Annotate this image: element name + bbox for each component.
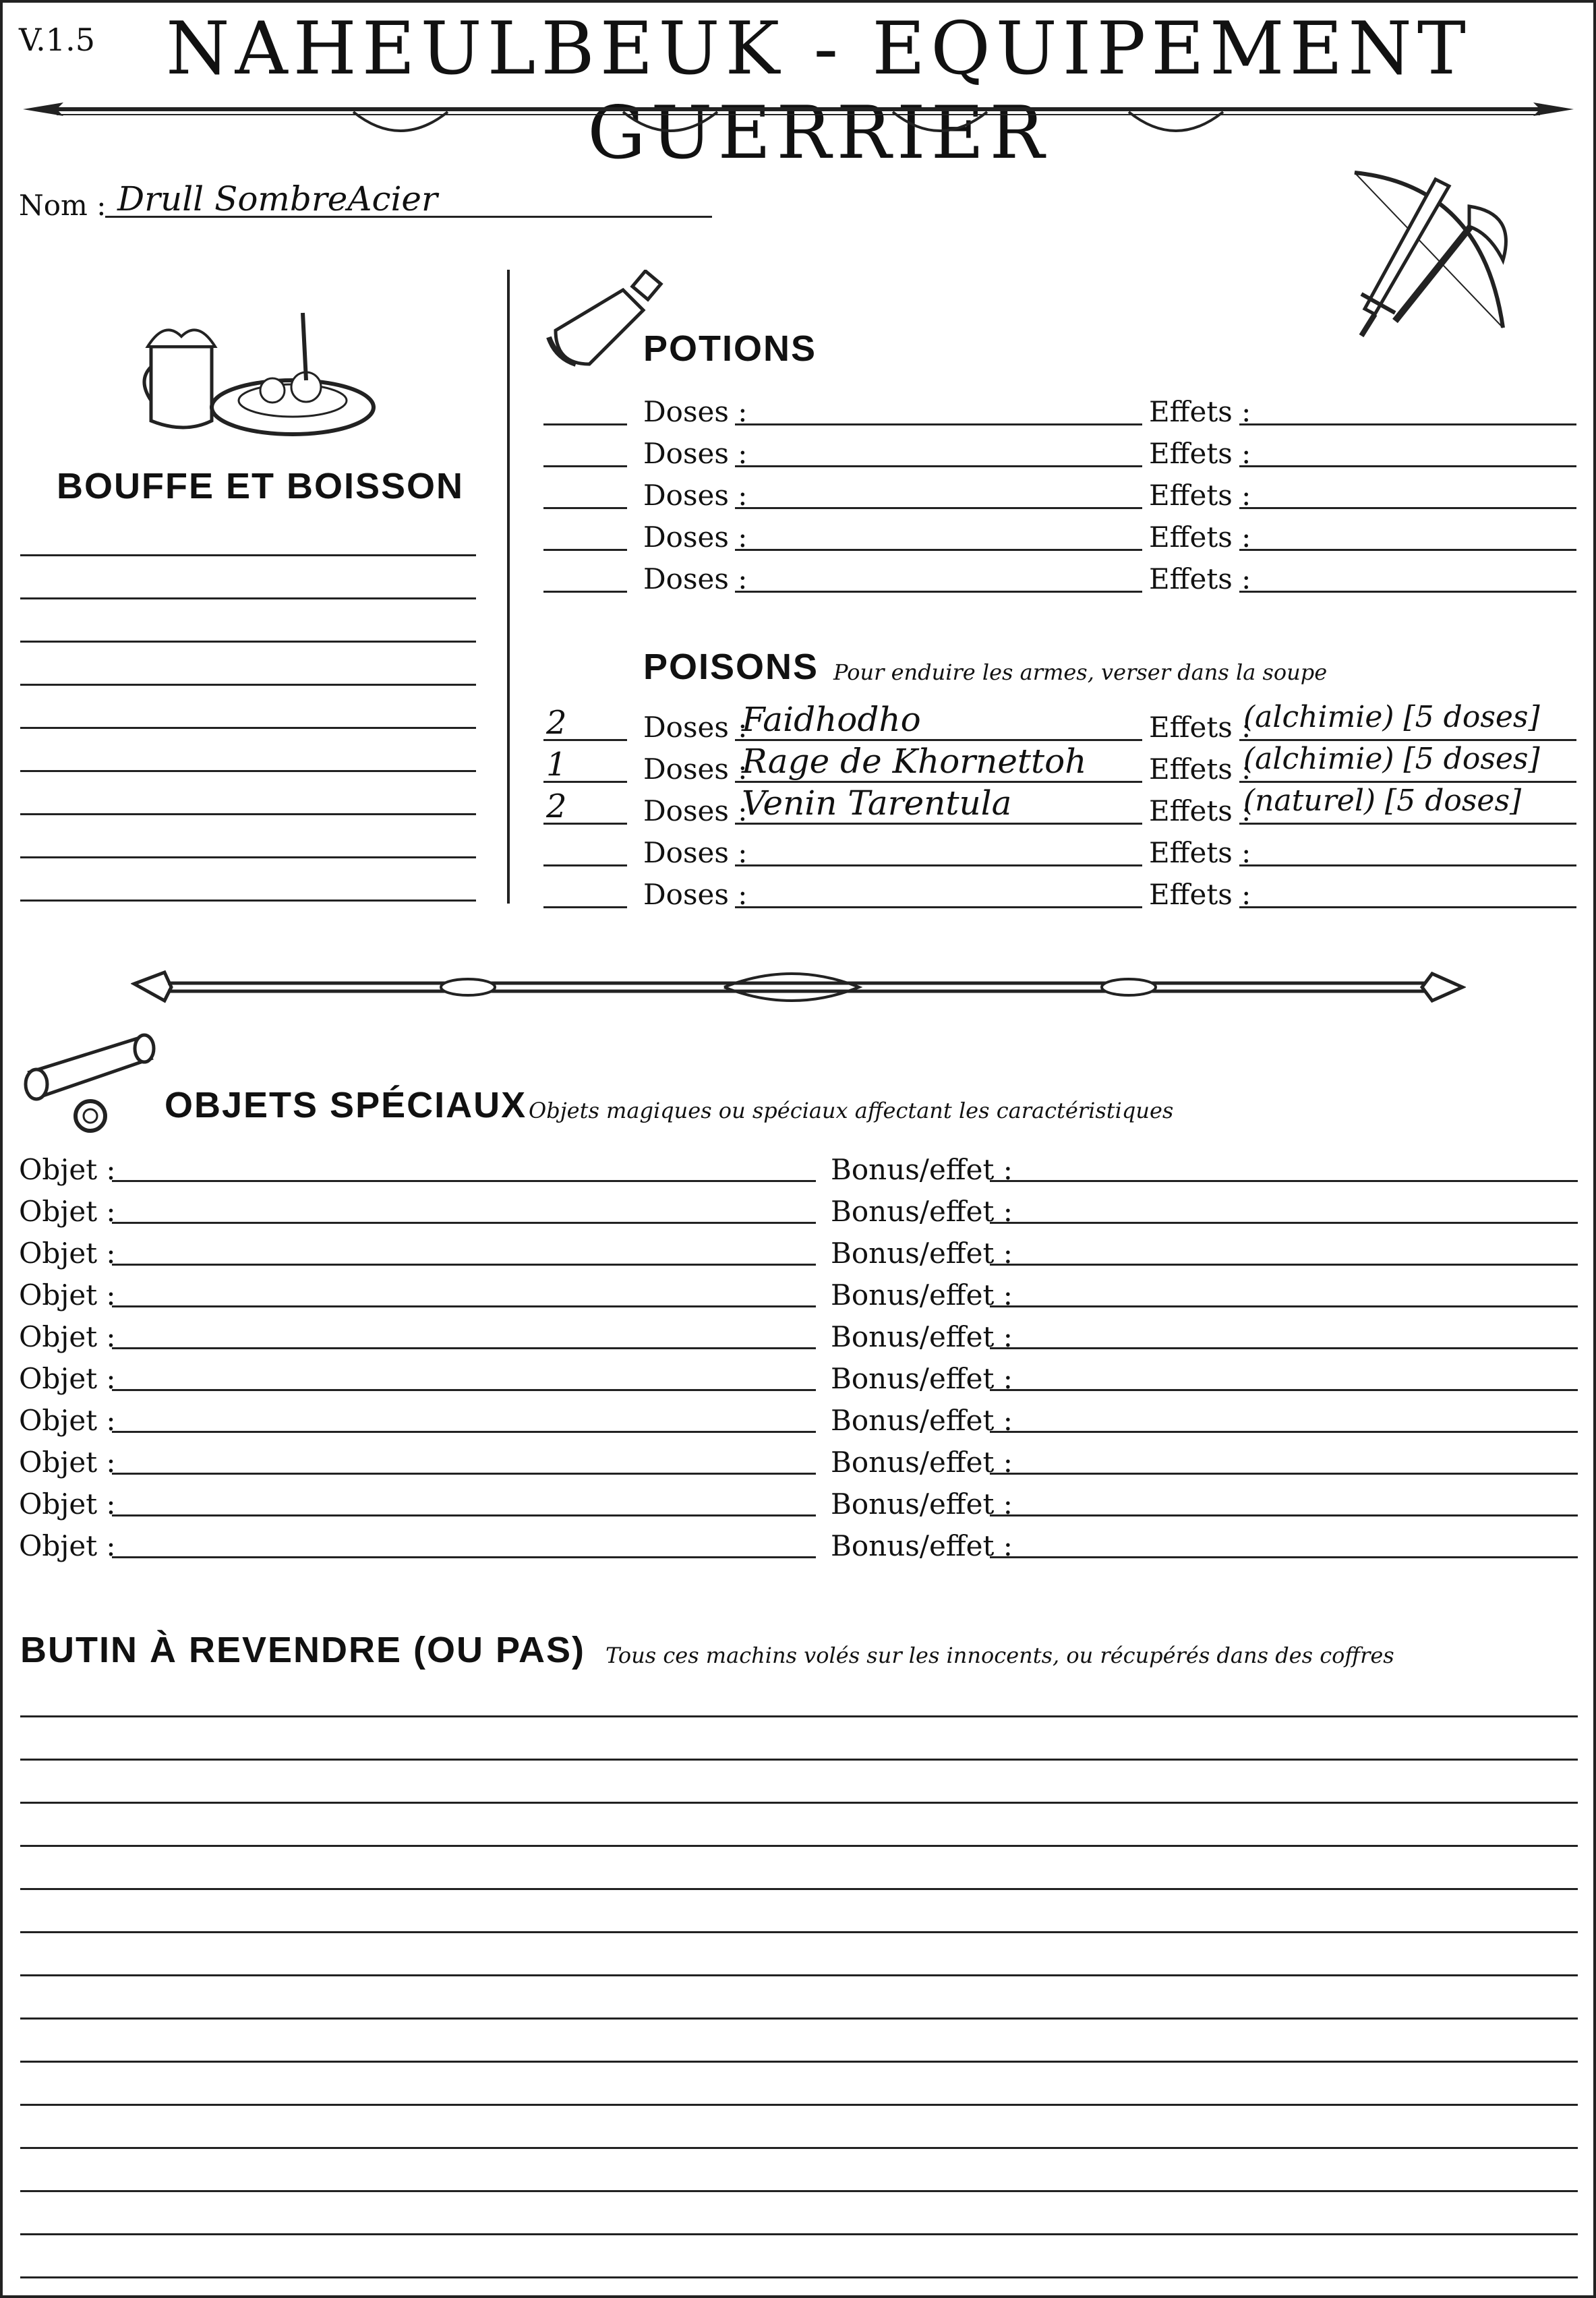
dose-name-line[interactable]	[735, 549, 1142, 551]
object-line[interactable]	[112, 1264, 816, 1266]
bonus-label: Bonus/effet :	[831, 1320, 1013, 1353]
dose-name-line[interactable]	[735, 823, 1142, 825]
dose-count-line[interactable]	[543, 906, 627, 908]
bonus-label: Bonus/effet :	[831, 1195, 1013, 1228]
food-entry-line[interactable]	[20, 727, 476, 729]
poisons-section-title: POISONS	[643, 647, 819, 687]
effect-line[interactable]	[1239, 465, 1576, 467]
effects-label: Effets :	[1149, 753, 1251, 786]
food-entry-line[interactable]	[20, 554, 476, 556]
doses-label: Doses :	[643, 395, 748, 428]
effect-line[interactable]	[1239, 507, 1576, 509]
bonus-line[interactable]	[990, 1556, 1578, 1558]
object-label: Objet :	[19, 1153, 116, 1186]
page-title: NAHEULBEUK - EQUIPEMENT GUERRIER	[166, 7, 1471, 175]
tankard-and-plate-icon	[138, 306, 380, 441]
doses-label: Doses :	[643, 711, 748, 744]
loot-entry-line[interactable]	[20, 1888, 1578, 1890]
effects-label: Effets :	[1149, 437, 1251, 470]
dose-name-line[interactable]	[735, 864, 1142, 866]
dose-name-value[interactable]: Faidhodho	[742, 700, 921, 739]
dose-name-line[interactable]	[735, 423, 1142, 425]
effects-label: Effets :	[1149, 878, 1251, 911]
bonus-label: Bonus/effet :	[831, 1362, 1013, 1395]
bonus-label: Bonus/effet :	[831, 1446, 1013, 1479]
dose-count-value[interactable]: 2	[546, 704, 567, 742]
loot-subtitle: Tous ces machins volés sur les innocents, ou récupérés dans des coffres	[605, 1643, 1394, 1668]
column-divider	[507, 270, 510, 904]
food-entry-line[interactable]	[20, 684, 476, 686]
bonus-line[interactable]	[990, 1473, 1578, 1475]
bonus-line[interactable]	[990, 1264, 1578, 1266]
bonus-line[interactable]	[990, 1514, 1578, 1516]
object-label: Objet :	[19, 1487, 116, 1521]
loot-entry-line[interactable]	[20, 2147, 1578, 2149]
dose-count-line[interactable]	[543, 864, 627, 866]
doses-label: Doses :	[643, 562, 748, 595]
doses-label: Doses :	[643, 753, 748, 786]
bonus-label: Bonus/effet :	[831, 1278, 1013, 1312]
bonus-line[interactable]	[990, 1222, 1578, 1224]
dose-name-value[interactable]: Venin Tarentula	[742, 784, 1012, 823]
crossed-sword-axe-bow-icon	[1334, 159, 1530, 341]
effect-line[interactable]	[1239, 906, 1576, 908]
object-line[interactable]	[112, 1556, 816, 1558]
doses-label: Doses :	[643, 479, 748, 512]
bonus-label: Bonus/effet :	[831, 1237, 1013, 1270]
effect-line[interactable]	[1239, 864, 1576, 866]
loot-entry-line[interactable]	[20, 1802, 1578, 1804]
object-label: Objet :	[19, 1446, 116, 1479]
name-label: Nom :	[19, 189, 107, 222]
dose-count-line[interactable]	[543, 507, 627, 509]
object-line[interactable]	[112, 1347, 816, 1349]
loot-entry-line[interactable]	[20, 1845, 1578, 1847]
doses-label: Doses :	[643, 437, 748, 470]
object-line[interactable]	[112, 1514, 816, 1516]
effects-label: Effets :	[1149, 562, 1251, 595]
object-label: Objet :	[19, 1529, 116, 1562]
loot-entry-line[interactable]	[20, 2061, 1578, 2063]
loot-entry-line[interactable]	[20, 2276, 1578, 2278]
food-entry-line[interactable]	[20, 900, 476, 902]
effect-line[interactable]	[1239, 781, 1576, 783]
version-label: V.1.5	[19, 22, 95, 58]
effect-line[interactable]	[1239, 823, 1576, 825]
loot-entry-line[interactable]	[20, 2190, 1578, 2192]
name-field-line	[105, 216, 712, 218]
effect-line[interactable]	[1239, 549, 1576, 551]
effects-label: Effets :	[1149, 794, 1251, 827]
loot-entry-line[interactable]	[20, 1931, 1578, 1933]
staff-divider-icon	[131, 960, 1466, 1014]
object-line[interactable]	[112, 1389, 816, 1391]
dose-count-line[interactable]	[543, 465, 627, 467]
bonus-label: Bonus/effet :	[831, 1529, 1013, 1562]
doses-label: Doses :	[643, 878, 748, 911]
object-line[interactable]	[112, 1222, 816, 1224]
loot-entry-line[interactable]	[20, 1759, 1578, 1761]
object-line[interactable]	[112, 1473, 816, 1475]
dose-name-line[interactable]	[735, 507, 1142, 509]
loot-entry-line[interactable]	[20, 2017, 1578, 2020]
dose-name-line[interactable]	[735, 739, 1142, 741]
doses-label: Doses :	[643, 794, 748, 827]
bonus-label: Bonus/effet :	[831, 1153, 1013, 1186]
object-label: Objet :	[19, 1362, 116, 1395]
loot-section-title: BUTIN À REVENDRE (OU PAS)	[20, 1630, 586, 1670]
bonus-line[interactable]	[990, 1347, 1578, 1349]
effect-line[interactable]	[1239, 739, 1576, 741]
poisons-subtitle: Pour enduire les armes, verser dans la soupe	[833, 659, 1328, 685]
dose-count-line[interactable]	[543, 591, 627, 593]
bonus-label: Bonus/effet :	[831, 1404, 1013, 1437]
object-line[interactable]	[112, 1431, 816, 1433]
food-entry-line[interactable]	[20, 770, 476, 772]
dose-count-value[interactable]: 2	[546, 788, 567, 825]
spear-banner-icon	[16, 89, 1580, 150]
potions-section-title: POTIONS	[643, 328, 817, 369]
bonus-line[interactable]	[990, 1180, 1578, 1182]
object-label: Objet :	[19, 1237, 116, 1270]
effect-line[interactable]	[1239, 423, 1576, 425]
food-entry-line[interactable]	[20, 597, 476, 599]
name-value[interactable]: Drull SombreAcier	[117, 179, 438, 218]
object-label: Objet :	[19, 1278, 116, 1312]
effect-line[interactable]	[1239, 591, 1576, 593]
bonus-line[interactable]	[990, 1431, 1578, 1433]
dose-name-line[interactable]	[735, 591, 1142, 593]
food-entry-line[interactable]	[20, 641, 476, 643]
effects-label: Effets :	[1149, 836, 1251, 869]
special-items-section-title: OBJETS SPÉCIAUX	[165, 1085, 527, 1125]
special-items-subtitle: Objets magiques ou spéciaux affectant les caractéristiques	[529, 1098, 1174, 1123]
effects-label: Effets :	[1149, 479, 1251, 512]
loot-entry-line[interactable]	[20, 2233, 1578, 2235]
object-line[interactable]	[112, 1180, 816, 1182]
dose-name-line[interactable]	[735, 781, 1142, 783]
bonus-line[interactable]	[990, 1305, 1578, 1307]
object-line[interactable]	[112, 1305, 816, 1307]
scroll-and-ring-icon	[16, 1032, 165, 1140]
effects-label: Effets :	[1149, 395, 1251, 428]
doses-label: Doses :	[643, 836, 748, 869]
bonus-label: Bonus/effet :	[831, 1487, 1013, 1521]
effect-value[interactable]: (naturel) [5 doses]	[1243, 784, 1522, 818]
food-entry-line[interactable]	[20, 813, 476, 815]
dose-count-value[interactable]: 1	[546, 746, 567, 784]
object-label: Objet :	[19, 1320, 116, 1353]
effect-value[interactable]: (alchimie) [5 doses]	[1243, 742, 1540, 776]
food-section-title: BOUFFE ET BOISSON	[57, 466, 465, 506]
effects-label: Effets :	[1149, 521, 1251, 554]
effect-value[interactable]: (alchimie) [5 doses]	[1243, 700, 1540, 734]
dose-name-line[interactable]	[735, 465, 1142, 467]
doses-label: Doses :	[643, 521, 748, 554]
loot-entry-line[interactable]	[20, 1715, 1578, 1717]
dose-name-line[interactable]	[735, 906, 1142, 908]
dose-count-line[interactable]	[543, 549, 627, 551]
bonus-line[interactable]	[990, 1389, 1578, 1391]
food-entry-line[interactable]	[20, 856, 476, 858]
object-label: Objet :	[19, 1404, 116, 1437]
effects-label: Effets :	[1149, 711, 1251, 744]
object-label: Objet :	[19, 1195, 116, 1228]
loot-entry-line[interactable]	[20, 2104, 1578, 2106]
dose-name-value[interactable]: Rage de Khornettoh	[742, 742, 1087, 781]
loot-entry-line[interactable]	[20, 1974, 1578, 1976]
dose-count-line[interactable]	[543, 423, 627, 425]
